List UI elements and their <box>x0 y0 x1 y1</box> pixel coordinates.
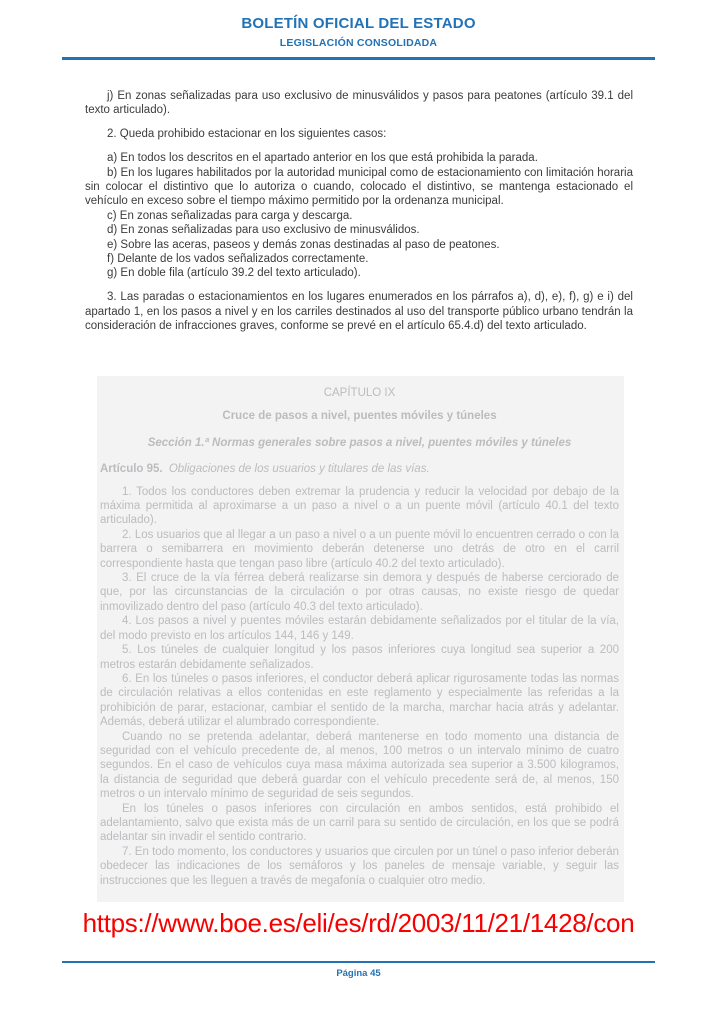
footer-rule <box>62 961 655 963</box>
article-title: Obligaciones de los usuarios y titulares de las vías. <box>168 463 430 476</box>
list-item-b: b) En los lugares habilitados por la autoridad municipal como de estacionamiento con limitación horaria sin colocar el distintivo que lo autoriza o cuando, colocado el distintivo, se mantenga estacionado el vehículo en exceso sobre el tiempo máximo permitido por la ordenanza municipal. <box>85 166 633 208</box>
article-paragraph-6c: En los túneles o pasos inferiores con circulación en ambos sentidos, está prohibido el adelantamiento, salvo que exista más de un carril para su sentido de circulación, en los que se podrá adelantar sin invadir el sentido contrario. <box>100 802 619 844</box>
article-paragraph-3: 3. El cruce de la vía férrea deberá realizarse sin demora y después de haberse cerciorado de que, por las circunstancias de la circulación o por otras causas, no existe riesgo de quedar inmovilizado dentro del paso (artículo 40.3 del texto articulado). <box>100 572 619 613</box>
greyed-chapter-box <box>97 376 624 902</box>
prohibition-list <box>85 151 633 281</box>
section-title: Sección 1.ª Normas generales sobre pasos a nivel, puentes móviles y túneles <box>147 436 572 449</box>
paragraph-clause-3: 3. Las paradas o estacionamientos en los lugares enumerados en los párrafos a), d), e), f), g) e i) del apartado 1, en los pasos a nivel y en los carriles destinados al uso del transporte público urbano tendrán la consideración de infracciones graves, conforme se prevé en el artículo 65.4.d) del texto articulado. <box>85 291 633 333</box>
eli-permalink-url[interactable]: https://www.boe.es/eli/es/rd/2003/11/21/1428/con <box>82 908 635 938</box>
article-number: Artículo 95. <box>100 463 163 476</box>
article-paragraph-6b: Cuando no se pretenda adelantar, deberá mantenerse en todo momento una distancia de seguridad con el vehículo precedente de, al menos, 100 metros o un intervalo mínimo de cuatro segundos. En el caso de vehículos cuya masa máxima autorizada sea superior a 3.500 kilogramos, la distancia de seguridad que deberá guardar con el vehículo precedente será de, al menos, 150 metros o un intervalo mínimo de seguridad de seis segundos. <box>100 730 619 801</box>
article-paragraph-5: 5. Los túneles de cualquier longitud y los pasos inferiores cuya longitud sea superior a 200 metros estarán debidamente señalizados. <box>100 644 619 671</box>
chapter-title: Cruce de pasos a nivel, puentes móviles y túneles <box>222 410 497 423</box>
article-paragraph-7: 7. En todo momento, los conductores y usuarios que circulen por un túnel o paso inferior deberán obedecer las indicaciones de los semáforos y los paneles de mensaje variable, y seguir las instrucciones que les lleguen a través de megafonía o cualquier otro medio. <box>100 845 619 887</box>
paragraph-clause-2: 2. Queda prohibido estacionar en los siguientes casos: <box>107 128 387 141</box>
list-item-c: c) En zonas señalizadas para carga y descarga. <box>107 209 353 222</box>
chapter-label: CAPÍTULO IX <box>323 387 396 399</box>
list-item-d: d) En zonas señalizadas para uso exclusivo de minusválidos. <box>107 224 420 237</box>
article-heading <box>100 462 619 476</box>
article-paragraph-1: 1. Todos los conductores deben extremar la prudencia y reducir la velocidad por debajo de la máxima permitida al aproximarse a un paso a nivel o a un puente móvil (artículo 40.1 del texto articulado). <box>100 485 619 527</box>
list-item-g: g) En doble fila (artículo 39.2 del texto articulado). <box>107 267 361 280</box>
list-item-a: a) En todos los descritos en el apartado anterior en los que está prohibida la parada. <box>107 152 538 165</box>
list-item-e: e) Sobre las aceras, paseos y demás zonas destinadas al paso de peatones. <box>107 238 500 251</box>
page-number: Página 45 <box>336 968 381 979</box>
header-rule <box>62 57 655 60</box>
article-paragraph-2: 2. Los usuarios que al llegar a un paso a nivel o a un puente móvil lo encuentren cerrado o con la barrera o semibarrera en movimiento deberán detenerse uno detrás de otro en el carril correspondiente hasta que tengan paso libre (artículo 40.2 del texto articulado). <box>100 528 619 570</box>
boe-subtitle: LEGISLACIÓN CONSOLIDADA <box>279 37 438 49</box>
list-item-f: f) Delante de los vados señalizados correctamente. <box>107 253 369 266</box>
article-paragraph-4: 4. Los pasos a nivel y puentes móviles estarán debidamente señalizados por el titular de la vía, del modo previsto en los artículos 144, 146 y 149. <box>100 615 619 642</box>
boe-header <box>0 0 717 60</box>
paragraph-item-j: j) En zonas señalizadas para uso exclusivo de minusválidos y pasos para peatones (artículo 39.1 del texto articulado). <box>85 90 633 117</box>
document-body <box>85 89 633 334</box>
boe-title: BOLETÍN OFICIAL DEL ESTADO <box>241 15 476 32</box>
article-paragraph-6: 6. En los túneles o pasos inferiores, el conductor deberá aplicar rigurosamente todas las normas de circulación relativas a ellos contenidas en este reglamento y especialmente las referidas a la prohibición de parar, estacionar, cambiar el sentido de la marcha, marchar hacia atrás y adelantar. Además, deberá utilizar el alumbrado correspondiente. <box>100 672 619 729</box>
